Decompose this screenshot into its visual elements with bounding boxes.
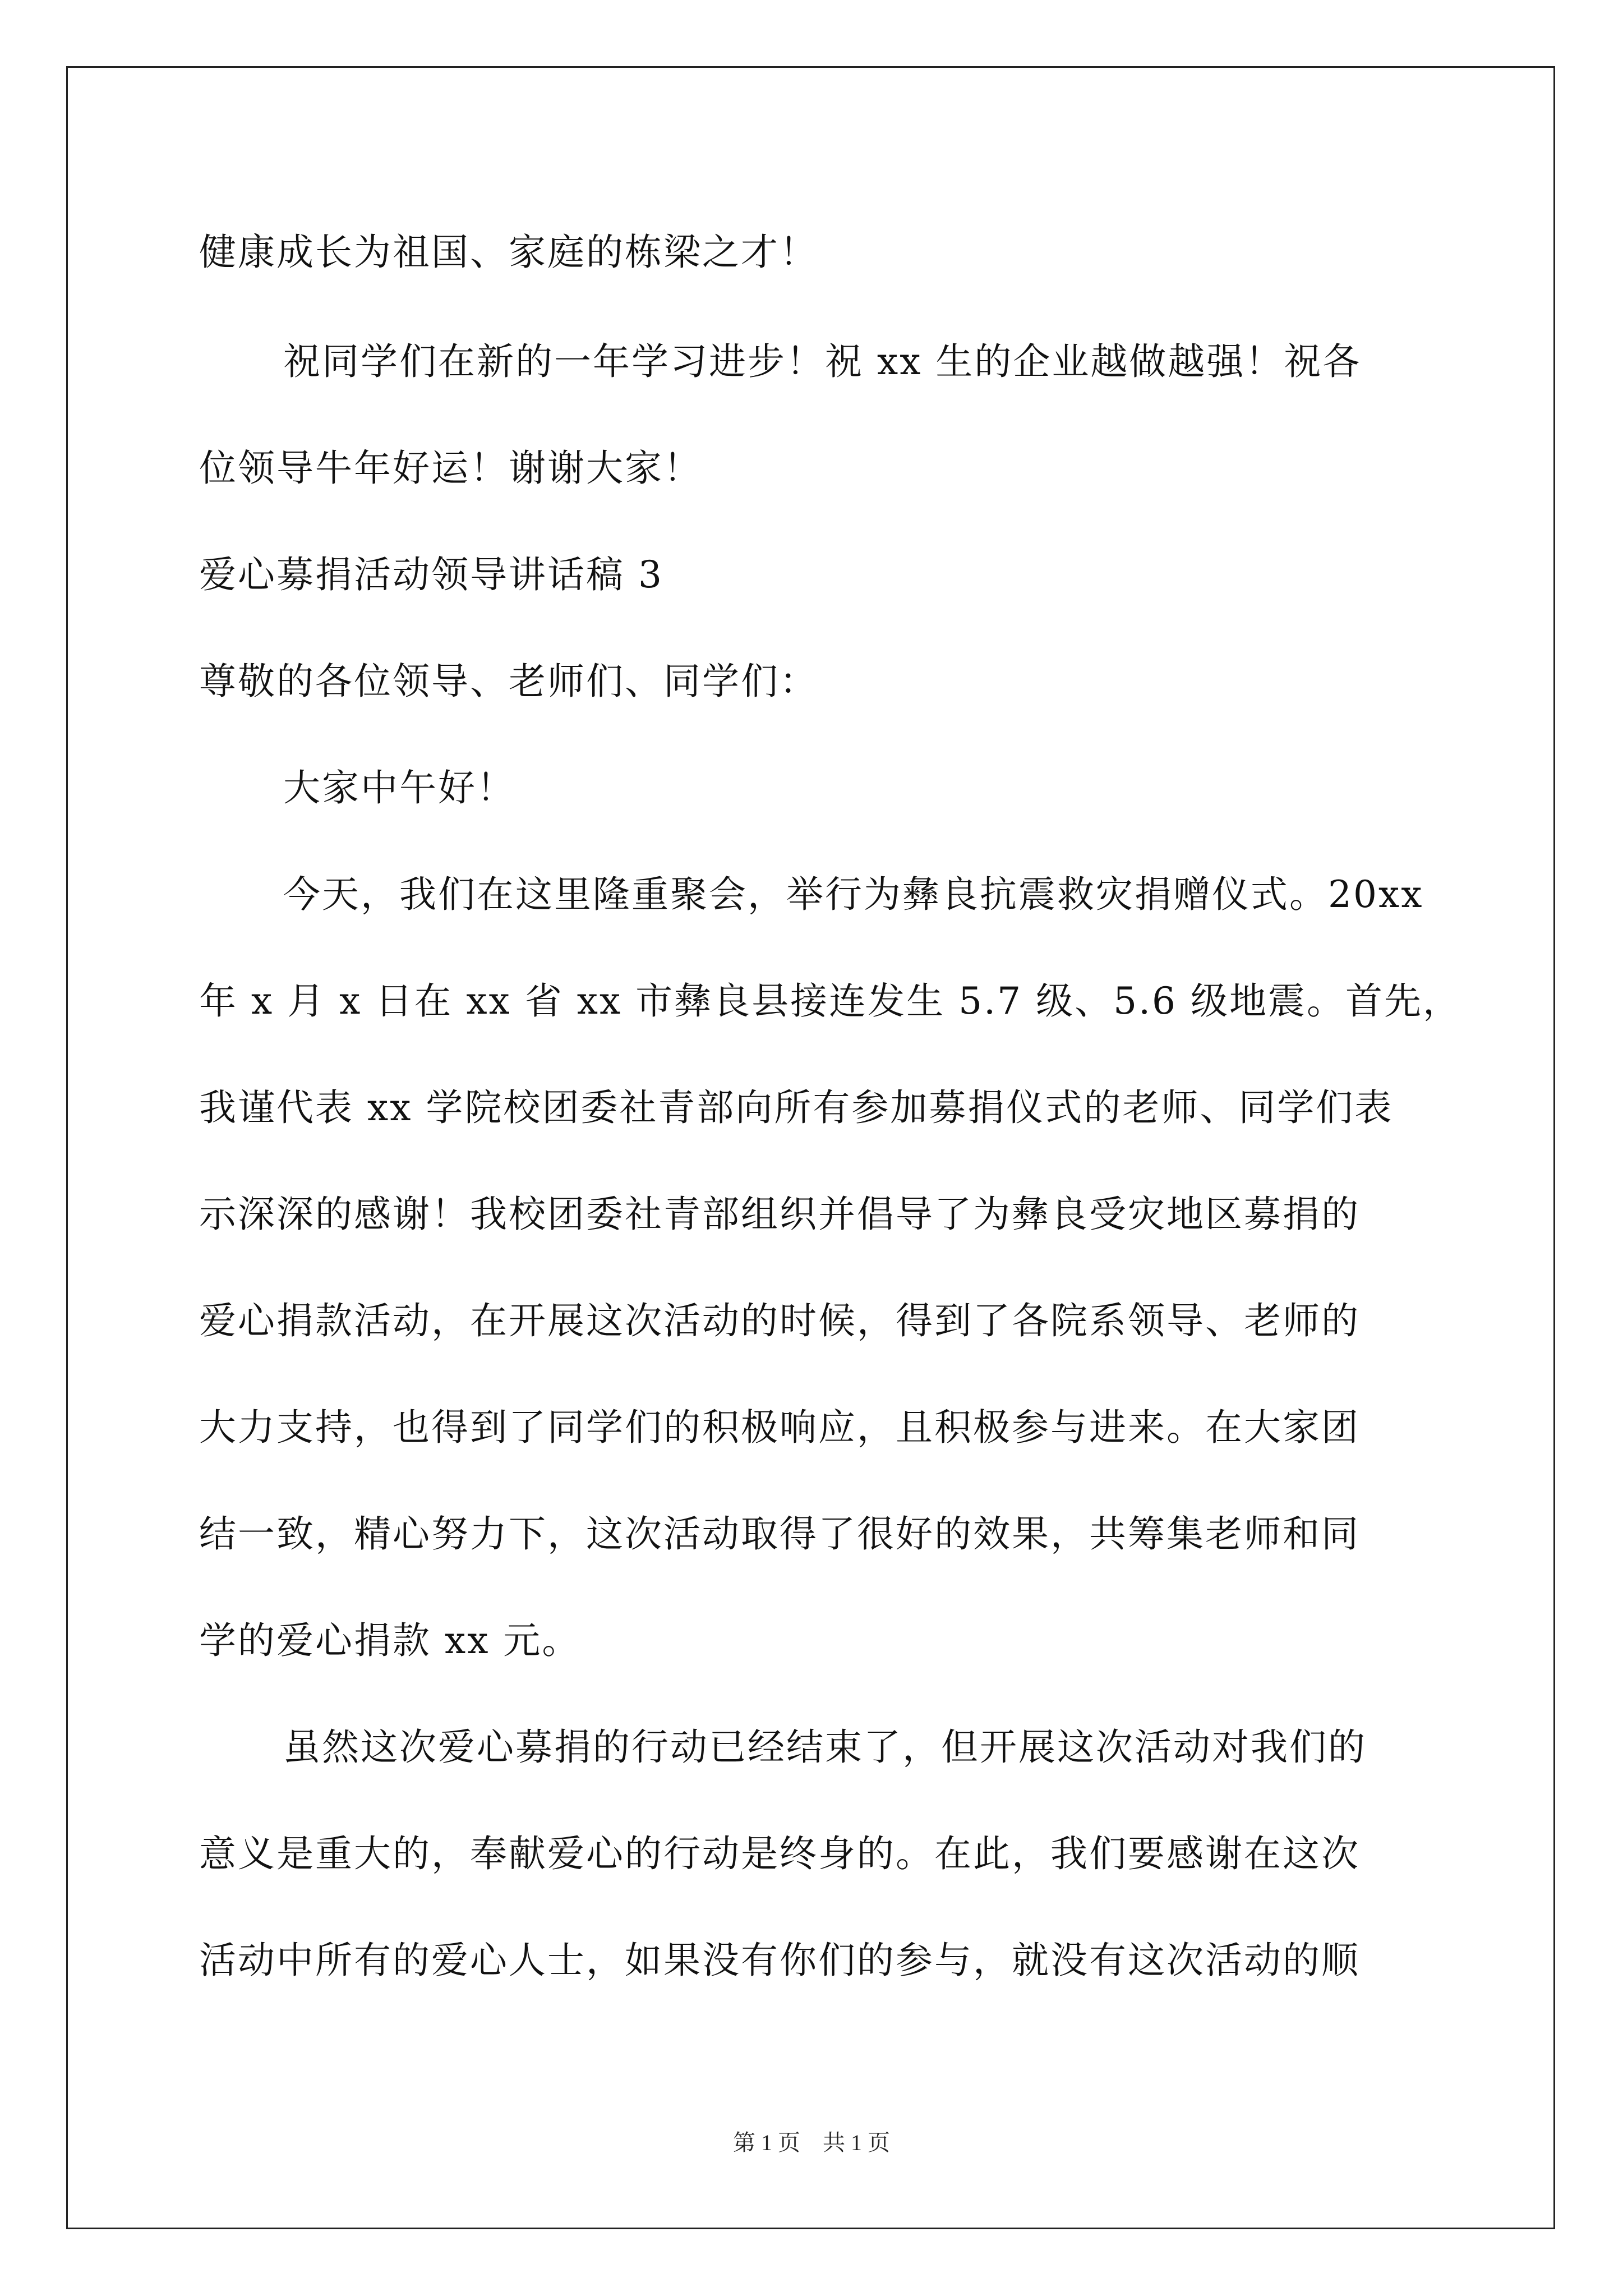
text-line: 大家中午好！ bbox=[283, 766, 515, 809]
text-line: 今天，我们在这里隆重聚会，举行为彝良抗震救灾捐赠仪式。20xx bbox=[283, 873, 1424, 916]
text-line: 活动中所有的爱心人士，如果没有你们的参与，就没有这次活动的顺 bbox=[199, 1939, 1360, 1982]
section-title: 爱心募捐活动领导讲话稿 3 bbox=[199, 553, 663, 596]
text-line: 位领导牛年好运！谢谢大家！ bbox=[199, 447, 702, 490]
text-line: 我谨代表 xx 学院校团委社青部向所有参加募捐仪式的老师、同学们表 bbox=[199, 1086, 1394, 1129]
text-line: 虽然这次爱心募捐的行动已经结束了，但开展这次活动对我们的 bbox=[283, 1726, 1367, 1769]
text-line: 年 x 月 x 日在 xx 省 xx 市彝良县接连发生 5.7 级、5.6 级地震。首先， bbox=[199, 979, 1462, 1023]
text-line: 学的爱心捐款 xx 元。 bbox=[199, 1619, 581, 1662]
text-line: 意义是重大的，奉献爱心的行动是终身的。在此，我们要感谢在这次 bbox=[199, 1832, 1360, 1875]
text-line: 爱心捐款活动，在开展这次活动的时候，得到了各院系领导、老师的 bbox=[199, 1299, 1360, 1342]
page-number: 第 1 页 共 1 页 bbox=[733, 2130, 890, 2155]
text-line: 结一致，精心努力下，这次活动取得了很好的效果，共筹集老师和同 bbox=[199, 1512, 1360, 1556]
text-line: 示深深的感谢！我校团委社青部组织并倡导了为彝良受灾地区募捐的 bbox=[199, 1193, 1360, 1236]
page-border bbox=[66, 66, 1555, 2229]
text-line: 健康成长为祖国、家庭的栋梁之才！ bbox=[199, 231, 818, 274]
text-line: 祝同学们在新的一年学习进步！祝 xx 生的企业越做越强！祝各 bbox=[283, 340, 1362, 383]
salutation: 尊敬的各位领导、老师们、同学们： bbox=[199, 660, 818, 703]
text-line: 大力支持，也得到了同学们的积极响应，且积极参与进来。在大家团 bbox=[199, 1406, 1360, 1449]
